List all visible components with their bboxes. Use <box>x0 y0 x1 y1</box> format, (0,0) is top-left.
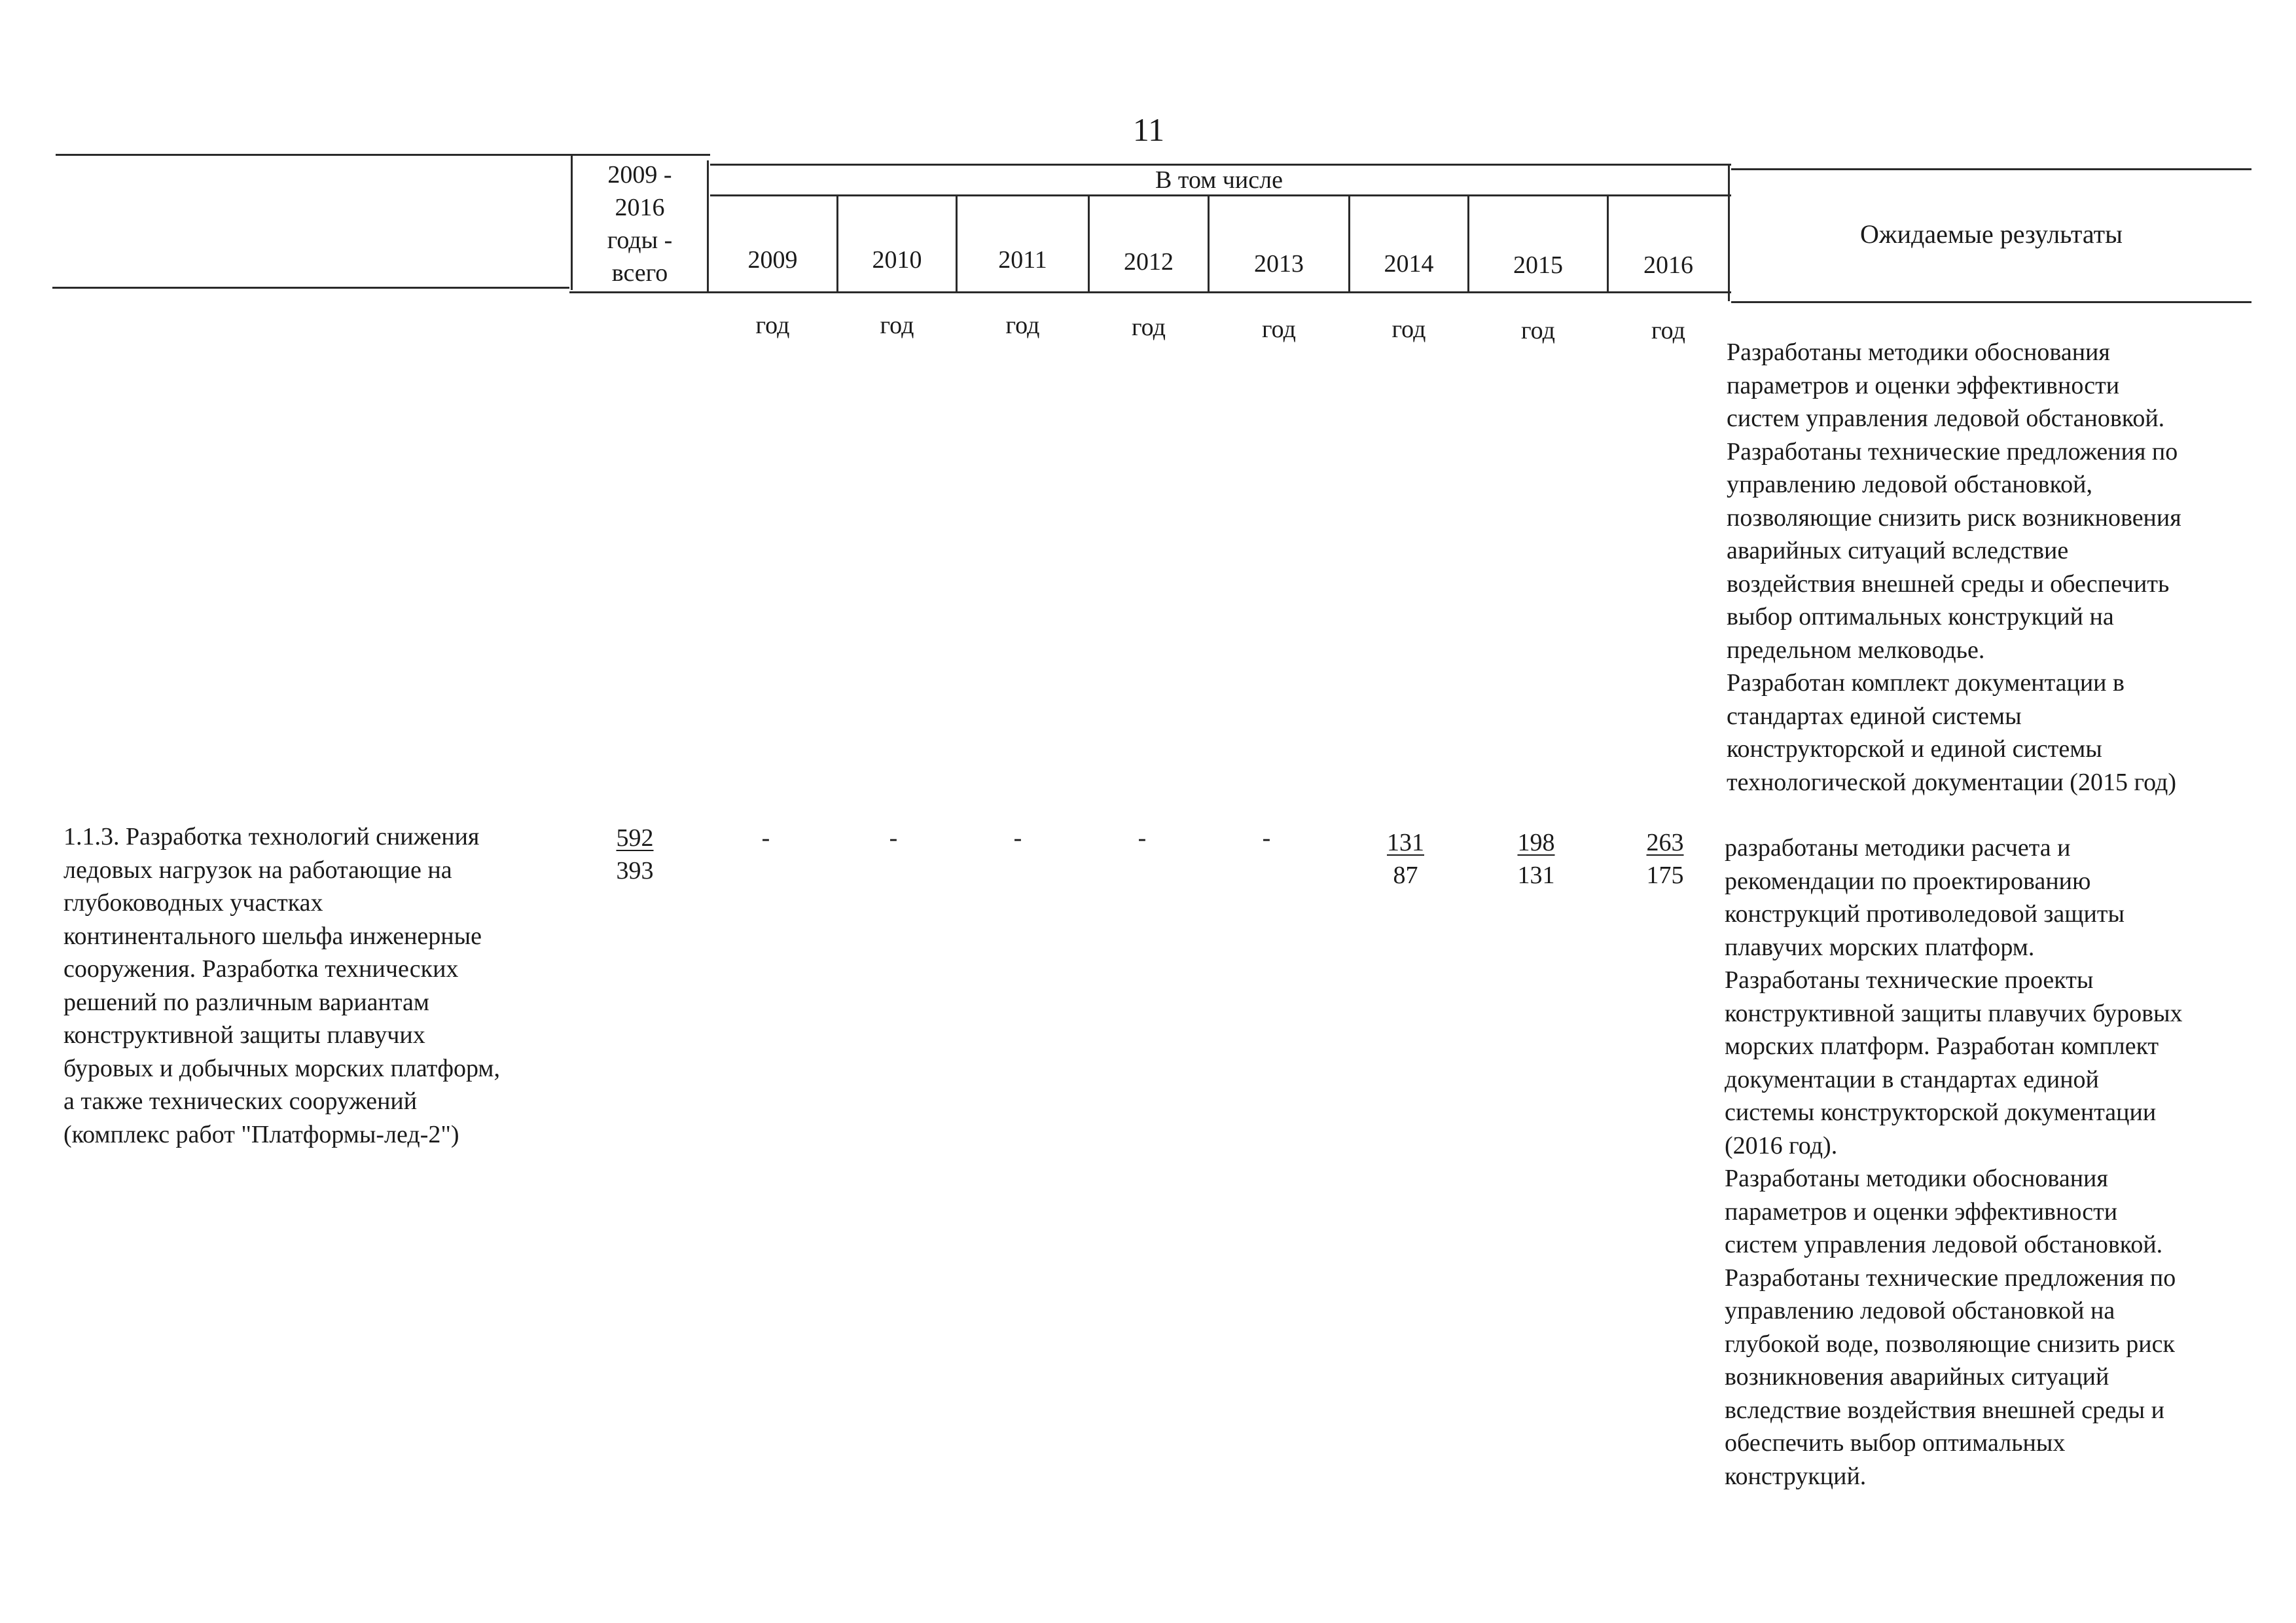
year-unit: год <box>755 312 790 339</box>
header-year-2014 <box>1350 215 1467 346</box>
header-total-cell: 2009 - 2016 годы - всего <box>607 161 673 287</box>
y2016-top-value: 263 <box>1646 829 1684 856</box>
y2014-bottom-value: 87 <box>1393 862 1418 889</box>
total-bottom-value: 393 <box>616 857 654 884</box>
year-unit: год <box>1005 312 1040 339</box>
header-top-rule-results <box>1731 168 2251 170</box>
header-year-2016 <box>1609 216 1728 347</box>
continuation-results-text: Разработаны методики обоснования параметров и оценки эффективности систем управления ледовой обстановкой. Разработаны технические предложения по управлению ледовой обстановкой, позволяющие снизить риск возникновения аварийных ситуаций вследствие воздействия внешней среды и обеспечить выбор оптимальных конструкций на предельном мелководье. Разработан комплект документации в стандартах единой системы конструкторской и единой системы технологической документации (2015 год) <box>1727 338 2181 796</box>
header-group-label: В том числе <box>1155 166 1283 194</box>
header-top-rule <box>56 154 710 156</box>
y2015-top-value: 198 <box>1517 829 1555 856</box>
year-unit: год <box>1132 314 1166 341</box>
year-number: 2010 <box>872 246 922 274</box>
row-2009-value: - <box>761 824 770 852</box>
row-results-text: разработаны методики расчета и рекомендации по проектированию конструкций противоледовой защиты плавучих морских платформ. Разработаны технические проекты конструктивной защиты плавучих буровых морских платформ. Разработан комплект документации в стандартах единой системы конструкторской документации (2016 год). Разработаны методики обоснования параметров и оценки эффективности систем управления ледовой обстановкой. Разработаны технические предложения по управлению ледовой обстановкой на глубокой воде, позволяющие снизить риск возникновения аварийных ситуаций вследствие воздействия внешней среды и обеспечить выбор оптимальных конструкций. <box>1725 834 2183 1490</box>
year-number: 2013 <box>1254 250 1304 278</box>
row-2014-value <box>1352 826 1460 892</box>
col-sep-results <box>1728 165 1730 301</box>
row-2012-value: - <box>1138 824 1147 852</box>
row-2015-value <box>1480 826 1592 892</box>
header-year-2011 <box>958 211 1088 342</box>
row-2010-value: - <box>889 824 898 852</box>
year-number: 2015 <box>1513 251 1563 279</box>
year-unit: год <box>1262 316 1296 343</box>
year-unit: год <box>1651 317 1685 344</box>
row-total <box>576 822 694 887</box>
year-unit: год <box>1521 317 1555 344</box>
header-year-2009 <box>709 211 836 342</box>
header-year-2015 <box>1469 216 1607 347</box>
header-year-2013 <box>1210 215 1348 346</box>
year-number: 2011 <box>998 246 1047 274</box>
year-number: 2014 <box>1384 250 1434 278</box>
year-number: 2012 <box>1124 248 1174 276</box>
row-2016-value <box>1610 826 1720 892</box>
y2014-top-value: 131 <box>1387 829 1424 856</box>
year-number: 2009 <box>747 246 798 274</box>
year-number: 2016 <box>1643 251 1693 279</box>
header-results-cell: Ожидаемые результаты <box>1860 219 2123 249</box>
page-number: 11 <box>1132 111 1165 148</box>
row-description: 1.1.3. Разработка технологий снижения ледовых нагрузок на работающие на глубоководных участках континентального шельфа инженерные сооружения. Разработка технических решений по различным вариантам конструктивной защиты плавучих буровых и добычных морских платформ, а также технических сооружений (комплекс работ "Платформы-лед-2") <box>63 823 500 1148</box>
header-bottom-rule <box>52 287 569 289</box>
y2016-bottom-value: 175 <box>1646 862 1684 889</box>
year-unit: год <box>1391 316 1426 343</box>
header-year-2012 <box>1090 213 1208 344</box>
y2015-bottom-value: 131 <box>1517 862 1555 889</box>
header-bottom-rule-results <box>1731 301 2251 303</box>
row-2013-value: - <box>1262 824 1271 852</box>
header-year-2010 <box>838 211 956 342</box>
total-top-value: 592 <box>616 824 654 852</box>
row-2011-value: - <box>1013 824 1022 852</box>
year-unit: год <box>880 312 914 339</box>
